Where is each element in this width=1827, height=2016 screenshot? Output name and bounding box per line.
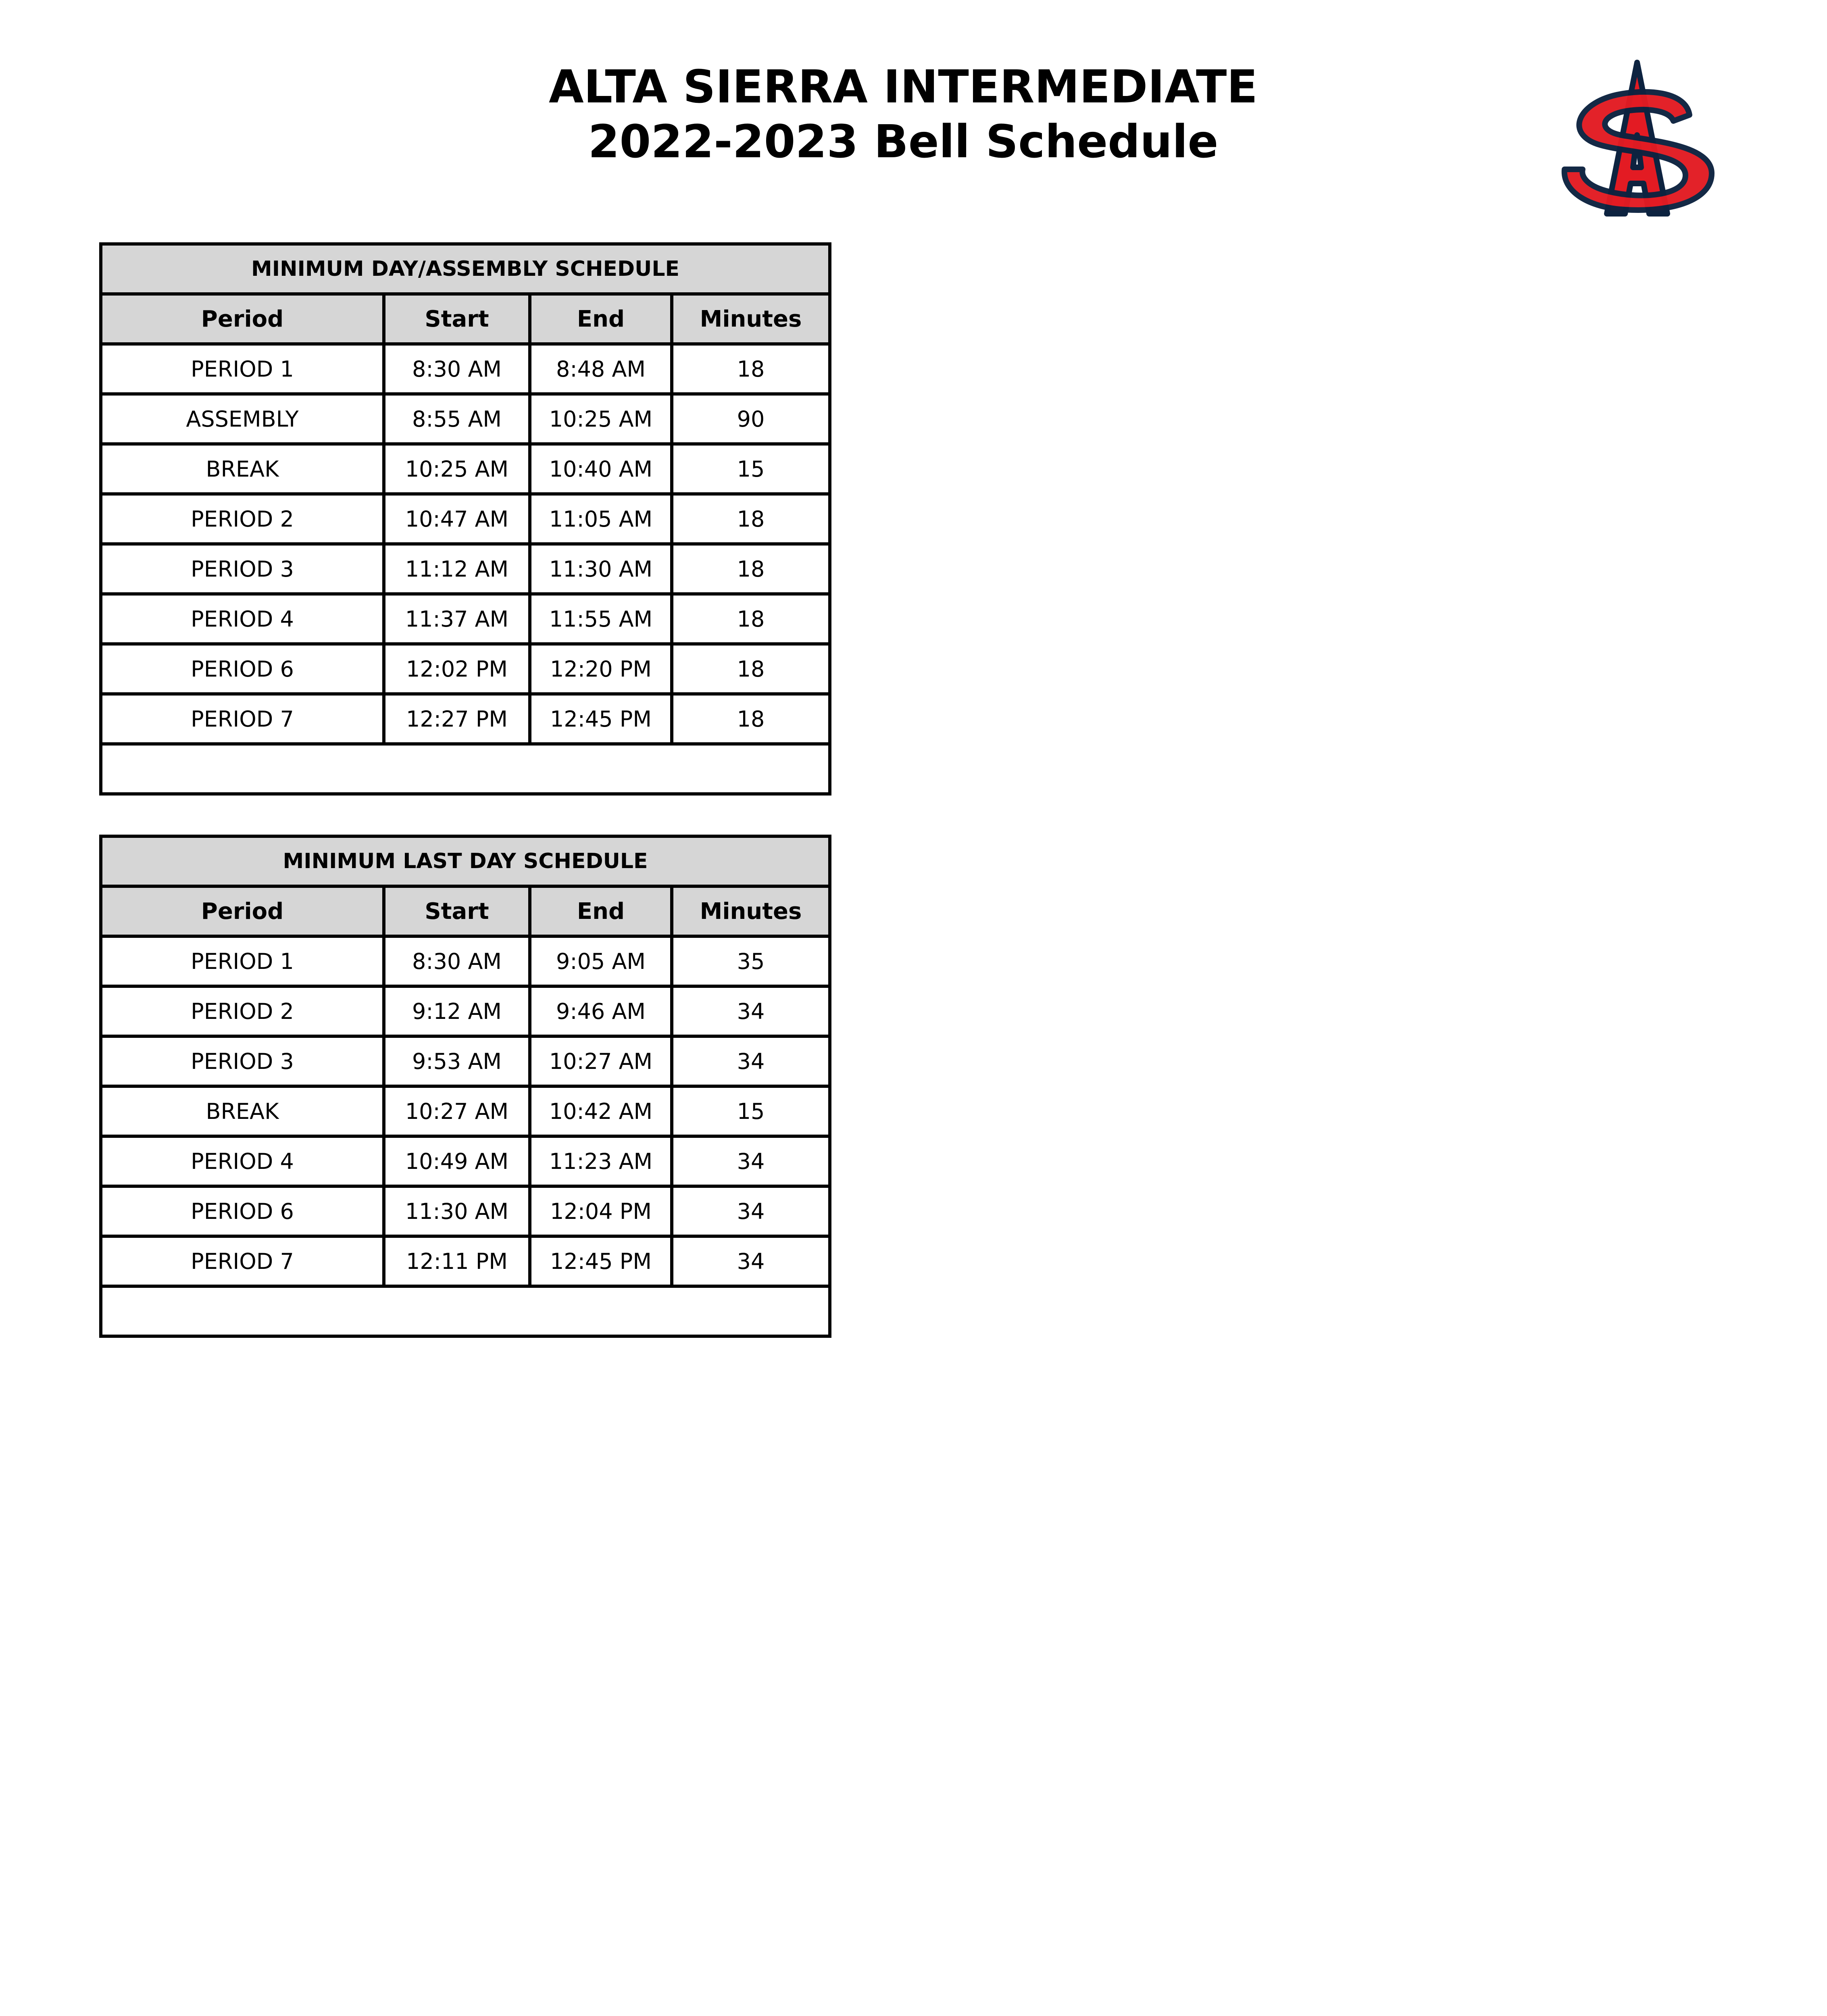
minutes-cell: 90 xyxy=(672,394,830,444)
schedule-title: 2022-2023 Bell Schedule xyxy=(588,116,1219,168)
end-cell: 12:20 PM xyxy=(530,644,672,694)
end-cell: 11:23 AM xyxy=(530,1136,672,1186)
end-cell: 11:55 AM xyxy=(530,594,672,644)
column-header-end: End xyxy=(530,886,672,936)
column-header-period: Period xyxy=(101,886,384,936)
period-cell: PERIOD 1 xyxy=(101,344,384,394)
table-row xyxy=(101,494,830,544)
minutes-cell: 18 xyxy=(672,594,830,644)
table-row xyxy=(101,1136,830,1186)
table-row xyxy=(101,1236,830,1286)
table-row xyxy=(101,936,830,986)
minimum-day-assembly-table xyxy=(99,242,831,796)
start-cell: 12:27 PM xyxy=(384,694,530,744)
end-cell: 10:40 AM xyxy=(530,444,672,494)
minutes-cell: 18 xyxy=(672,694,830,744)
blank-cell xyxy=(101,744,830,794)
start-cell: 9:12 AM xyxy=(384,986,530,1036)
minimum-last-day-table xyxy=(99,835,831,1338)
minutes-cell: 34 xyxy=(672,1036,830,1086)
end-cell: 12:04 PM xyxy=(530,1186,672,1236)
minutes-cell: 34 xyxy=(672,1186,830,1236)
blank-row xyxy=(101,1286,830,1336)
end-cell: 11:30 AM xyxy=(530,544,672,594)
end-cell: 8:48 AM xyxy=(530,344,672,394)
minutes-cell: 18 xyxy=(672,344,830,394)
end-cell: 10:27 AM xyxy=(530,1036,672,1086)
period-cell: ASSEMBLY xyxy=(101,394,384,444)
minutes-cell: 15 xyxy=(672,1086,830,1136)
period-cell: PERIOD 3 xyxy=(101,1036,384,1086)
table-row xyxy=(101,444,830,494)
minutes-cell: 18 xyxy=(672,544,830,594)
table-caption: MINIMUM LAST DAY SCHEDULE xyxy=(101,836,830,886)
minutes-cell: 34 xyxy=(672,1136,830,1186)
end-cell: 10:25 AM xyxy=(530,394,672,444)
school-logo xyxy=(1552,54,1722,220)
start-cell: 10:27 AM xyxy=(384,1086,530,1136)
column-header-period: Period xyxy=(101,294,384,344)
table-row xyxy=(101,344,830,394)
period-cell: PERIOD 3 xyxy=(101,544,384,594)
period-cell: PERIOD 6 xyxy=(101,644,384,694)
period-cell: PERIOD 7 xyxy=(101,694,384,744)
table-row xyxy=(101,394,830,444)
end-cell: 9:46 AM xyxy=(530,986,672,1036)
period-cell: PERIOD 4 xyxy=(101,594,384,644)
minutes-cell: 18 xyxy=(672,494,830,544)
start-cell: 11:37 AM xyxy=(384,594,530,644)
start-cell: 11:30 AM xyxy=(384,1186,530,1236)
start-cell: 10:47 AM xyxy=(384,494,530,544)
table-row xyxy=(101,1086,830,1136)
column-header-minutes: Minutes xyxy=(672,886,830,936)
period-cell: BREAK xyxy=(101,444,384,494)
minutes-cell: 35 xyxy=(672,936,830,986)
start-cell: 8:30 AM xyxy=(384,344,530,394)
minutes-cell: 34 xyxy=(672,1236,830,1286)
table-row xyxy=(101,544,830,594)
table-row xyxy=(101,644,830,694)
column-header-start: Start xyxy=(384,886,530,936)
start-cell: 12:02 PM xyxy=(384,644,530,694)
period-cell: BREAK xyxy=(101,1086,384,1136)
period-cell: PERIOD 2 xyxy=(101,986,384,1036)
start-cell: 9:53 AM xyxy=(384,1036,530,1086)
blank-cell xyxy=(101,1286,830,1336)
blank-row xyxy=(101,744,830,794)
start-cell: 10:49 AM xyxy=(384,1136,530,1186)
end-cell: 9:05 AM xyxy=(530,936,672,986)
start-cell: 11:12 AM xyxy=(384,544,530,594)
period-cell: PERIOD 1 xyxy=(101,936,384,986)
start-cell: 10:25 AM xyxy=(384,444,530,494)
column-header-start: Start xyxy=(384,294,530,344)
column-header-minutes: Minutes xyxy=(672,294,830,344)
start-cell: 8:30 AM xyxy=(384,936,530,986)
end-cell: 11:05 AM xyxy=(530,494,672,544)
period-cell: PERIOD 7 xyxy=(101,1236,384,1286)
school-name: ALTA SIERRA INTERMEDIATE xyxy=(549,61,1258,113)
table-caption: MINIMUM DAY/ASSEMBLY SCHEDULE xyxy=(101,244,830,294)
start-cell: 8:55 AM xyxy=(384,394,530,444)
minutes-cell: 15 xyxy=(672,444,830,494)
column-header-end: End xyxy=(530,294,672,344)
table-row xyxy=(101,1186,830,1236)
start-cell: 12:11 PM xyxy=(384,1236,530,1286)
period-cell: PERIOD 6 xyxy=(101,1186,384,1236)
minutes-cell: 18 xyxy=(672,644,830,694)
table-row xyxy=(101,594,830,644)
table-row xyxy=(101,694,830,744)
end-cell: 12:45 PM xyxy=(530,694,672,744)
period-cell: PERIOD 2 xyxy=(101,494,384,544)
minutes-cell: 34 xyxy=(672,986,830,1036)
period-cell: PERIOD 4 xyxy=(101,1136,384,1186)
end-cell: 10:42 AM xyxy=(530,1086,672,1136)
table-row xyxy=(101,986,830,1036)
table-row xyxy=(101,1036,830,1086)
end-cell: 12:45 PM xyxy=(530,1236,672,1286)
